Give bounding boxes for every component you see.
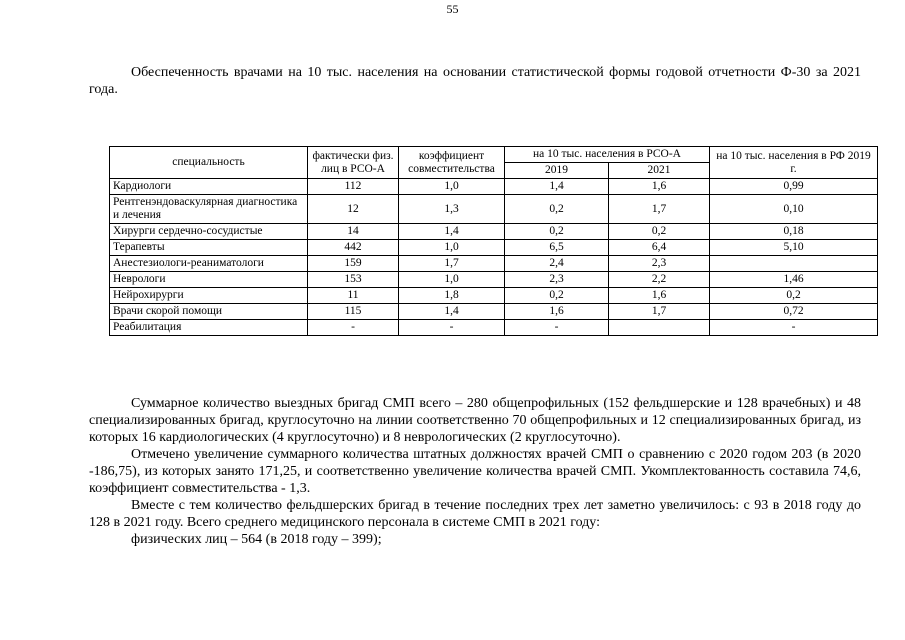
cell-specialty: Нейрохирурги (110, 288, 308, 304)
cell-coefficient: 1,4 (399, 304, 505, 320)
cell-actual: 12 (308, 195, 399, 224)
cell-2021: 1,6 (609, 288, 710, 304)
cell-specialty: Рентгенэндоваскулярная диагностика и лечения (110, 195, 308, 224)
header-actual: фактически физ. лиц в РСО-А (308, 147, 399, 179)
cell-coefficient: 1,7 (399, 256, 505, 272)
table-row (110, 304, 878, 320)
statistics-table (109, 146, 878, 336)
cell-2019: - (505, 320, 609, 336)
cell-coefficient: 1,0 (399, 272, 505, 288)
cell-coefficient: 1,0 (399, 240, 505, 256)
header-coefficient: коэффициент совместительства (399, 147, 505, 179)
paragraph: Вместе с тем количество фельдшерских бригад в течение последних трех лет заметно увеличилось: с 93 в 2018 году до 128 в 2021 году. Всего среднего медицинского персонала в системе СМП в 2021 году: (89, 498, 861, 530)
cell-rf (710, 256, 878, 272)
cell-specialty: Анестезиологи-реаниматологи (110, 256, 308, 272)
header-specialty: специальность (110, 147, 308, 179)
cell-coefficient: 1,0 (399, 179, 505, 195)
cell-2019: 2,3 (505, 272, 609, 288)
cell-rf: 0,99 (710, 179, 878, 195)
cell-coefficient: - (399, 320, 505, 336)
cell-specialty: Врачи скорой помощи (110, 304, 308, 320)
cell-2021: 6,4 (609, 240, 710, 256)
cell-specialty: Терапевты (110, 240, 308, 256)
cell-2021 (609, 320, 710, 336)
cell-2021: 1,7 (609, 304, 710, 320)
cell-rf: 0,2 (710, 288, 878, 304)
cell-2019: 1,6 (505, 304, 609, 320)
paragraph: Суммарное количество выездных бригад СМП всего – 280 общепрофильных (152 фельдшерские и 128 врачебных) и 48 специализированных бригад, круглосуточно на линии соответственно 70 общепрофильных и 12 специализированных бригад, из которых 16 кардиологических (4 круглосуточно) и 8 неврологических (2 круглосуточно). (89, 396, 861, 445)
cell-rf: 0,10 (710, 195, 878, 224)
intro-paragraph: Обеспеченность врачами на 10 тыс. населения на основании статистической формы годовой отчетности Ф-30 за 2021 года. (89, 65, 861, 97)
cell-specialty: Неврологи (110, 272, 308, 288)
header-per10k-rf: на 10 тыс. населения в РФ 2019 г. (710, 147, 878, 179)
table-row (110, 240, 878, 256)
cell-actual: 442 (308, 240, 399, 256)
table-row (110, 272, 878, 288)
cell-coefficient: 1,3 (399, 195, 505, 224)
cell-actual: 112 (308, 179, 399, 195)
cell-rf: - (710, 320, 878, 336)
paragraph: Отмечено увеличение суммарного количества штатных должностях врачей СМП о сравнению с 2020 годом 203 (в 2020 -186,75), из которых занято 171,25, и соответственно увеличение количества врачей СМП. Укомплектованность составила 74,6, коэффициент совместительства - 1,3. (89, 447, 861, 496)
cell-actual: 115 (308, 304, 399, 320)
cell-rf: 5,10 (710, 240, 878, 256)
table-row (110, 288, 878, 304)
cell-2021: 0,2 (609, 224, 710, 240)
cell-rf: 0,18 (710, 224, 878, 240)
table-row (110, 179, 878, 195)
cell-specialty: Реабилитация (110, 320, 308, 336)
table-row (110, 320, 878, 336)
cell-rf: 1,46 (710, 272, 878, 288)
cell-actual: 11 (308, 288, 399, 304)
cell-2019: 0,2 (505, 224, 609, 240)
page-number: 55 (446, 2, 459, 16)
cell-2021: 1,7 (609, 195, 710, 224)
cell-actual: 14 (308, 224, 399, 240)
cell-coefficient: 1,8 (399, 288, 505, 304)
cell-2019: 2,4 (505, 256, 609, 272)
cell-2019: 0,2 (505, 288, 609, 304)
cell-actual: 153 (308, 272, 399, 288)
paragraph: физических лиц – 564 (в 2018 году – 399); (131, 532, 382, 547)
cell-2019: 1,4 (505, 179, 609, 195)
header-per10k-rso: на 10 тыс. населения в РСО-А (505, 147, 710, 163)
cell-coefficient: 1,4 (399, 224, 505, 240)
cell-specialty: Кардиологи (110, 179, 308, 195)
cell-rf: 0,72 (710, 304, 878, 320)
header-2021: 2021 (609, 163, 710, 179)
table-row (110, 224, 878, 240)
cell-actual: - (308, 320, 399, 336)
cell-2021: 1,6 (609, 179, 710, 195)
cell-2021: 2,2 (609, 272, 710, 288)
cell-actual: 159 (308, 256, 399, 272)
cell-2019: 6,5 (505, 240, 609, 256)
cell-2021: 2,3 (609, 256, 710, 272)
table-row (110, 195, 878, 224)
cell-specialty: Хирурги сердечно-сосудистые (110, 224, 308, 240)
table-row (110, 256, 878, 272)
body-text (89, 395, 861, 548)
header-2019: 2019 (505, 163, 609, 179)
cell-2019: 0,2 (505, 195, 609, 224)
